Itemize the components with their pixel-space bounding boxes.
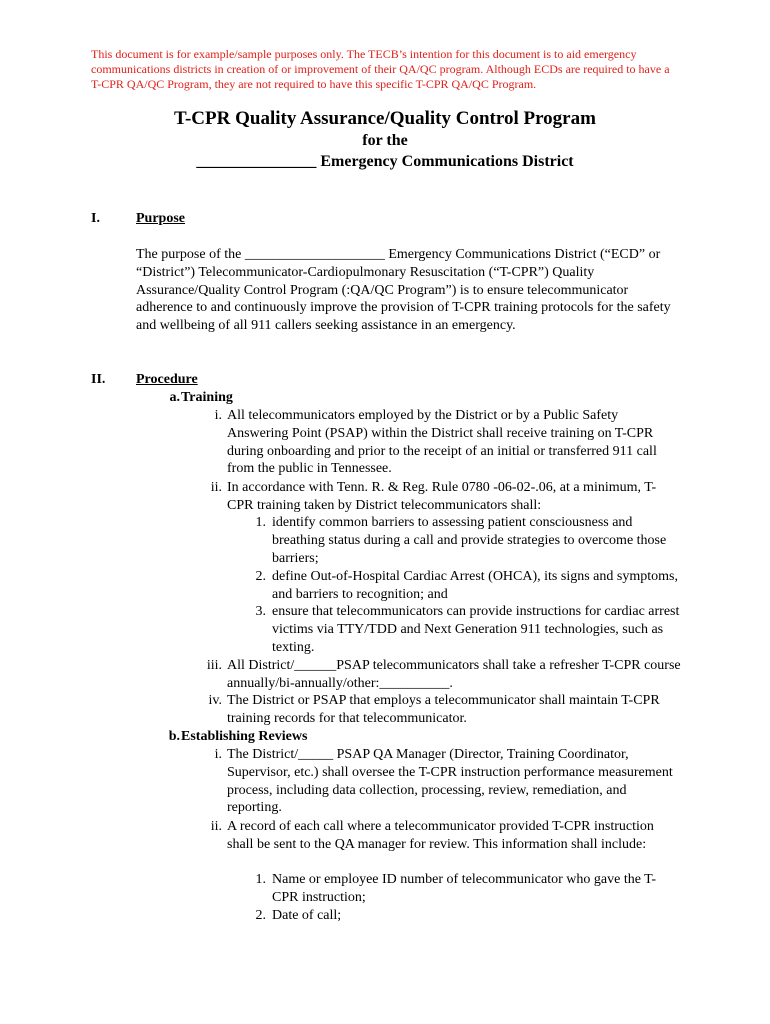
subsection-letter-training: a. <box>169 390 180 405</box>
reviews-subitem-number: 2. <box>255 908 266 923</box>
reviews-subitem-number: 1. <box>255 872 266 887</box>
reviews-subitem-text: Name or employee ID number of telecommunicator who gave the T-CPR instruction; <box>272 872 657 905</box>
training-item-numeral: iii. <box>206 658 222 673</box>
training-item-text: In accordance with Tenn. R. & Reg. Rule 0780 -06-02-.06, at a minimum, T-CPR training taken by District telecommunicators shall: <box>227 480 657 513</box>
training-subitem-number: 2. <box>255 569 266 584</box>
subsection-letter-reviews: b. <box>168 729 180 744</box>
training-item-numeral: i. <box>214 408 222 423</box>
training-item-text: The District or PSAP that employs a telecommunicator shall maintain T-CPR training records for that telecommunicator. <box>227 693 660 726</box>
training-subitem-text: ensure that telecommunicators can provide instructions for cardiac arrest victims via TTY/TDD and Next Generation 911 technologies, such as texting. <box>272 604 680 655</box>
training-subitem-text: define Out-of-Hospital Cardiac Arrest (OHCA), its signs and symptoms, and barriers to recognition; and <box>272 569 678 602</box>
section-number-procedure: II. <box>91 372 106 387</box>
section-heading-procedure: Procedure <box>136 372 198 387</box>
training-subitem-number: 3. <box>255 604 266 619</box>
reviews-item-numeral: i. <box>214 747 222 762</box>
reviews-item-numeral: ii. <box>210 819 222 834</box>
purpose-paragraph: The purpose of the ____________________ Emergency Communications District (“ECD” or “District”) Telecommunicator-Cardiopulmonary Resuscitation (“T-CPR”) Quality Assurance/Quality Control Program (:QA/QC Program”) is to ensure telecommunicator adherence to and continuously improve the provision of T-CPR training protocols for the safety and wellbeing of all 911 callers seeking assistance in an emergency. <box>136 247 671 334</box>
training-item-text: All telecommunicators employed by the District or by a Public Safety Answering Point (PSAP) within the District shall receive training on T-CPR during onboarding and prior to the receipt of an initial or transferred 911 call from the public in Tennessee. <box>227 408 657 477</box>
training-item-text: All District/______PSAP telecommunicators shall take a refresher T-CPR course annually/bi-annually/other:__________. <box>227 658 681 691</box>
subsection-title-reviews: Establishing Reviews <box>181 729 308 744</box>
subsection-title-training: Training <box>181 390 233 405</box>
reviews-subitem-text: Date of call; <box>272 908 342 923</box>
document-subtitle-district: _______________ Emergency Communications District <box>196 153 574 170</box>
document-title: T-CPR Quality Assurance/Quality Control Program <box>174 108 596 129</box>
reviews-item-text: The District/_____ PSAP QA Manager (Director, Training Coordinator, Supervisor, etc.) shall oversee the T-CPR instruction performance measurement process, including data collection, processing, review, remediation, and reporting. <box>227 747 673 816</box>
reviews-item-text: A record of each call where a telecommunicator provided T-CPR instruction shall be sent to the QA manager for review. This information shall include: <box>227 819 654 852</box>
training-item-numeral: iv. <box>208 693 222 708</box>
section-heading-purpose: Purpose <box>136 211 185 226</box>
section-number-purpose: I. <box>91 211 100 226</box>
training-subitem-text: identify common barriers to assessing patient consciousness and breathing status during a call and provide strategies to overcome those barriers; <box>272 515 667 566</box>
document-subtitle-for-the: for the <box>362 132 408 149</box>
training-item-numeral: ii. <box>210 480 222 495</box>
training-subitem-number: 1. <box>255 515 266 530</box>
sample-disclaimer: This document is for example/sample purposes only. The TECB’s intention for this document is to aid emergency communications districts in creation of or improvement of their QA/QC program. Although ECDs are required to have a T-CPR QA/QC Program, they are not required to have this specific T-CPR QA/QC Program. <box>91 47 670 91</box>
